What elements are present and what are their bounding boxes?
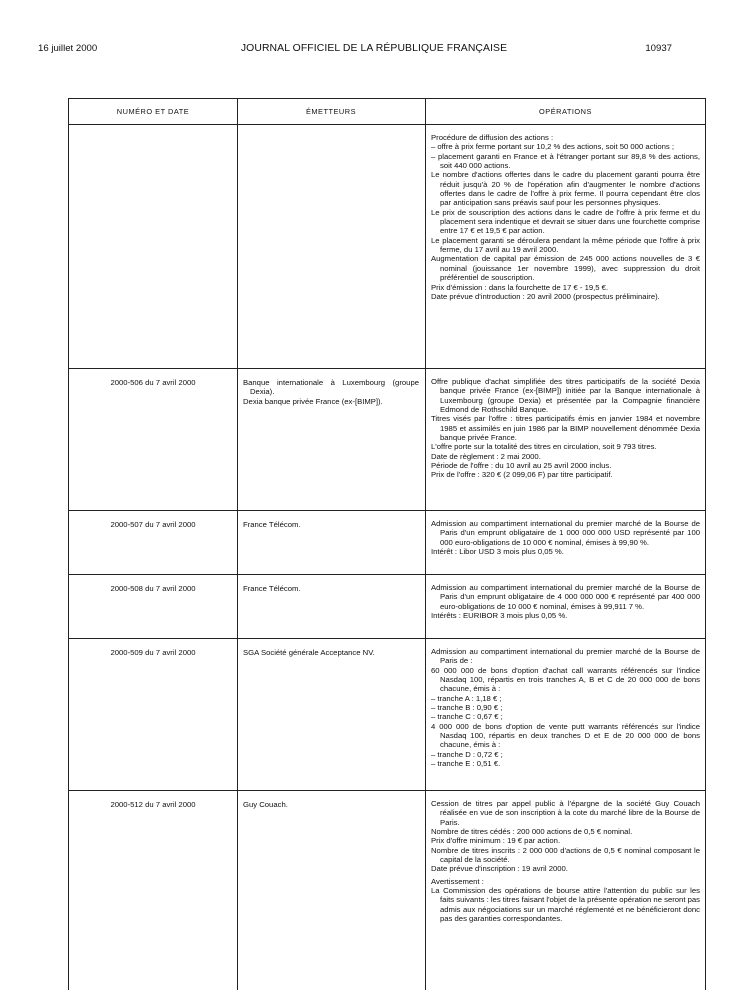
operation-line: Nombre de titres cédés : 200 000 actions de 0,5 € nominal. bbox=[431, 827, 633, 837]
operation-line: La Commission des opérations de bourse attire l'attention du public sur les faits suivants : les titres faisant l'objet de la présente opération ne seront pas admis aux négociations sur un marché réglementé et ne bénéficieront donc pas des garanties correspondantes. bbox=[431, 886, 701, 924]
operation-line: Augmentation de capital par émission de 245 000 actions nouvelles de 3 € nominal (jouissance 1er novembre 1999), avec suppression du droit préférentiel de souscription. bbox=[431, 254, 700, 283]
operations bbox=[431, 791, 700, 923]
operation-line: Intérêt : Libor USD 3 mois plus 0,05 %. bbox=[431, 547, 564, 557]
emetteurs bbox=[243, 511, 419, 529]
numero-date bbox=[69, 125, 237, 134]
operation-line: Intérêts : EURIBOR 3 mois plus 0,05 %. bbox=[431, 611, 568, 621]
operations-table bbox=[68, 98, 706, 990]
operation-line: Date de règlement : 2 mai 2000. bbox=[431, 451, 541, 461]
table-header bbox=[69, 99, 705, 125]
operation-line: 60 000 000 de bons d'option d'achat call warrants référencés sur l'indice Nasdaq 100, répartis en trois tranches A, B et C de 20 000 000 de bons chacune, émis à : bbox=[431, 665, 700, 694]
header-date: 16 juillet 2000 bbox=[38, 43, 98, 54]
operation-line: L'offre porte sur la totalité des titres en circulation, soit 9 793 titres. bbox=[431, 442, 657, 452]
emetteur-line: France Télécom. bbox=[243, 520, 301, 529]
table-row bbox=[69, 125, 705, 369]
emetteurs bbox=[243, 125, 419, 134]
header-numero-date: NUMÉRO ET DATE bbox=[116, 107, 190, 116]
page-number: 10937 bbox=[645, 43, 672, 54]
emetteur-line: France Télécom. bbox=[243, 584, 301, 593]
operation-line: Nombre de titres inscrits : 2 000 000 d'actions de 0,5 € nominal composant le capital de la société. bbox=[431, 845, 700, 865]
operation-line: Le placement garanti se déroulera pendant la même période que l'offre à prix ferme, du 17 avril au 19 avril 2000. bbox=[431, 235, 700, 255]
operation-line: – placement garanti en France et à l'étranger portant sur 89,8 % des actions, soit 440 000 actions. bbox=[431, 151, 700, 171]
header-operations: OPÉRATIONS bbox=[539, 107, 592, 116]
operations bbox=[431, 575, 700, 620]
operation-line: Admission au compartiment international du premier marché de la Bourse de Paris d'un emprunt obligataire de 4 000 000 000 € représenté par 400 000 euro-obligations de 10 000 € nominal, émises à 99,911 7 %. bbox=[431, 583, 700, 611]
operation-line: Offre publique d'achat simplifiée des titres participatifs de la société Dexia banque privée France (ex-[BIMP]) initiée par la Banque internationale à Luxembourg (groupe Dexia) et présentée par la Compagnie financière Edmond de Rothschild Banque. bbox=[431, 377, 700, 415]
operation-line: Prix d'offre minimum : 19 € par action. bbox=[431, 836, 561, 846]
emetteur-line: Dexia banque privée France (ex-[BIMP]). bbox=[243, 396, 383, 406]
operation-line: Avertissement : bbox=[431, 876, 484, 886]
table-row bbox=[69, 575, 705, 639]
emetteurs bbox=[243, 369, 419, 406]
operation-line: Titres visés par l'offre : titres participatifs émis en janvier 1984 et novembre 1985 et assimilés en juin 1986 par la BIMP nouvellement dénommée Dexia banque privée France. bbox=[431, 414, 700, 443]
operation-line: Admission au compartiment international du premier marché de la Bourse de Paris de : bbox=[431, 647, 700, 666]
operation-line: Prix de l'offre : 320 € (2 099,06 F) par titre participatif. bbox=[431, 470, 613, 480]
journal-title: JOURNAL OFFICIEL DE LA RÉPUBLIQUE FRANÇAISE bbox=[240, 43, 508, 54]
operation-line: – offre à prix ferme portant sur 10,2 % des actions, soit 50 000 actions ; bbox=[431, 142, 675, 152]
operation-line: Procédure de diffusion des actions : bbox=[431, 133, 554, 142]
emetteurs bbox=[243, 575, 419, 593]
operation-line: – tranche E : 0,51 €. bbox=[431, 759, 501, 769]
emetteurs bbox=[243, 791, 419, 809]
operation-line: – tranche C : 0,67 € ; bbox=[431, 712, 503, 722]
operation-line: Période de l'offre : du 10 avril au 25 avril 2000 inclus. bbox=[431, 461, 612, 471]
operation-line: – tranche D : 0,72 € ; bbox=[431, 749, 503, 759]
table-row bbox=[69, 511, 705, 575]
operations bbox=[431, 511, 700, 556]
header-emetteurs: ÉMETTEURS bbox=[305, 107, 357, 116]
emetteurs bbox=[243, 639, 419, 657]
operation-line: Admission au compartiment international du premier marché de la Bourse de Paris d'un emprunt obligataire de 1 000 000 000 USD représenté par 100 000 euro-obligations de 10 000 € nominal, émises à 99,90 %. bbox=[431, 519, 700, 547]
table-row bbox=[69, 791, 705, 991]
numero-date: 2000-508 du 7 avril 2000 bbox=[110, 584, 196, 593]
emetteur-line: Banque internationale à Luxembourg (groupe Dexia). bbox=[243, 378, 419, 397]
numero-date: 2000-506 du 7 avril 2000 bbox=[110, 378, 196, 387]
operations bbox=[431, 369, 700, 480]
numero-date: 2000-512 du 7 avril 2000 bbox=[110, 800, 196, 809]
emetteur-line: SGA Société générale Acceptance NV. bbox=[243, 648, 375, 657]
operations bbox=[431, 639, 700, 768]
numero-date: 2000-509 du 7 avril 2000 bbox=[110, 648, 196, 657]
operation-line: Cession de titres par appel public à l'épargne de la société Guy Couach réalisée en vue de son inscription à la cote du marché libre de la Bourse de Paris. bbox=[431, 799, 700, 827]
numero-date: 2000-507 du 7 avril 2000 bbox=[110, 520, 196, 529]
operation-line: Prix d'émission : dans la fourchette de 17 € - 19,5 €. bbox=[431, 282, 609, 292]
operation-line: Date prévue d'inscription : 19 avril 2000. bbox=[431, 864, 568, 874]
table-row bbox=[69, 369, 705, 511]
table-row bbox=[69, 639, 705, 791]
operation-line: Le nombre d'actions offertes dans le cadre du placement garanti pourra être réduit jusqu'à 20 % de l'opération afin d'augmenter le nombre d'actions offertes dans le cadre de l'offre à prix ferme. Il pourra cependant être clos par anticipation sans préavis sauf pour les personnes physiques. bbox=[431, 170, 700, 208]
operation-line: – tranche B : 0,90 € ; bbox=[431, 703, 503, 713]
emetteur-line: Guy Couach. bbox=[243, 800, 288, 809]
operation-line: 4 000 000 de bons d'option de vente putt warrants référencés sur l'indice Nasdaq 100, répartis en deux tranches D et E de 20 000 000 de bons chacune, émis à : bbox=[431, 721, 700, 750]
operation-line: Le prix de souscription des actions dans le cadre de l'offre à prix ferme et du placement sera indentique et devrait se situer dans une fourchette comprise entre 17 € et 19,5 € par action. bbox=[431, 207, 700, 236]
operations bbox=[431, 125, 700, 301]
operation-line: Date prévue d'introduction : 20 avril 2000 (prospectus préliminaire). bbox=[431, 291, 660, 301]
operation-line: – tranche A : 1,18 € ; bbox=[431, 693, 502, 703]
